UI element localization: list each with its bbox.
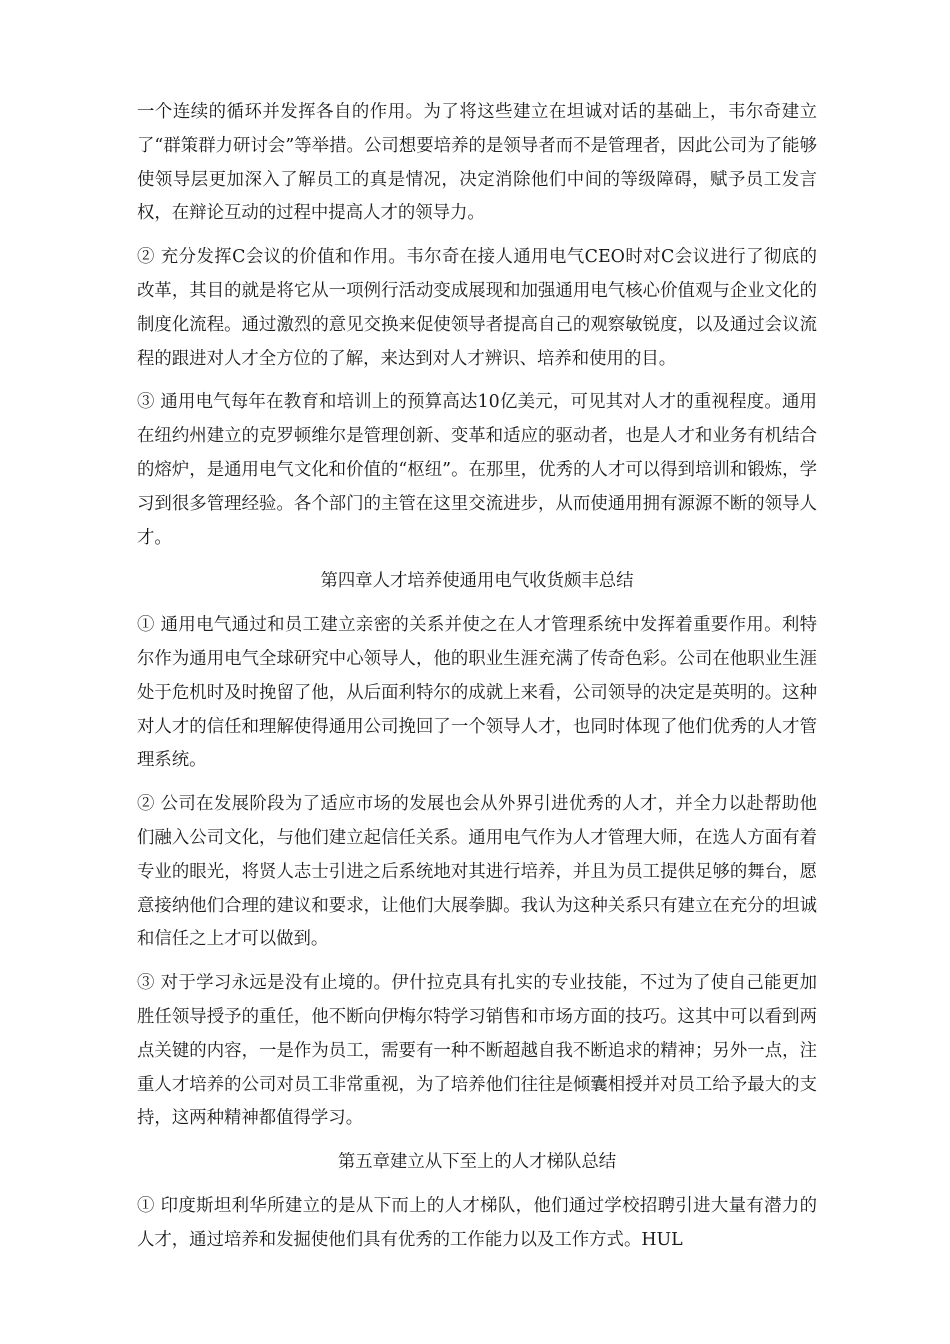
paragraph-ch4-item-3: ③ 对于学习永远是没有止境的。伊什拉克具有扎实的专业技能，不过为了使自己能更加胜任领导授予的重任，他不断向伊梅尔特学习销售和市场方面的技巧。这其中可以看到两点关键的内容，一是作为员工，需要有一种不断超越自我不断追求的精神；另外一点，注重人才培养的公司对员工非常重视，为了培养他们往往是倾囊相授并对员工给予最大的支持，这两种精神都值得学习。 — [137, 973, 817, 1129]
paragraph-ch4-item-2: ② 公司在发展阶段为了适应市场的发展也会从外界引进优秀的人才，并全力以赴帮助他们融入公司文化，与他们建立起信任关系。通用电气作为人才管理大师，在选人方面有着专业的眼光，将贤人志士引进之后系统地对其进行培养，并且为员工提供足够的舞台，愿意接纳他们合理的建议和要求，让他们大展拳脚。我认为这种关系只有建立在充分的坦诚和信任之上才可以做到。 — [137, 794, 817, 950]
paragraph-continuation: 一个连续的循环并发挥各自的作用。为了将这些建立在坦诚对话的基础上，韦尔奇建立了“群策群力研讨会”等举措。公司想要培养的是领导者而不是管理者，因此公司为了能够使领导层更加深入了解员工的真是情况，决定消除他们中间的等级障碍，赋予员工发言权，在辩论互动的过程中提高人才的领导力。 — [137, 102, 817, 224]
paragraph-item-3-training-budget: ③ 通用电气每年在教育和培训上的预算高达10亿美元，可见其对人才的重视程度。通用在纽约州建立的克罗顿维尔是管理创新、变革和适应的驱动者，也是人才和业务有机结合的熔炉，是通用电气文化和价值的“枢纽”。在那里，优秀的人才可以得到培训和锻炼，学习到很多管理经验。各个部门的主管在这里交流进步，从而使通用拥有源源不断的领导人才。 — [137, 392, 817, 548]
paragraph-ch5-item-1: ① 印度斯坦利华所建立的是从下而上的人才梯队，他们通过学校招聘引进大量有潜力的人才，通过培养和发掘使他们具有优秀的工作能力以及工作方式。HUL — [137, 1195, 817, 1250]
paragraph-item-2-c-meeting: ② 充分发挥C会议的价值和作用。韦尔奇在接人通用电气CEO时对C会议进行了彻底的改革，其目的就是将它从一项例行活动变成展现和加强通用电气核心价值观与企业文化的制度化流程。通过激烈的意见交换来促使领导者提高自己的观察敏锐度，以及通过会议流程的跟进对人才全方位的了解，来达到对人才辨识、培养和使用的目。 — [137, 247, 817, 369]
chapter-4-heading: 第四章人才培养使通用电气收货颇丰总结 — [320, 571, 634, 592]
paragraph-ch4-item-1: ① 通用电气通过和员工建立亲密的关系并使之在人才管理系统中发挥着重要作用。利特尔作为通用电气全球研究中心领导人，他的职业生涯充满了传奇色彩。公司在他职业生涯处于危机时及时挽留了他，从后面利特尔的成就上来看，公司领导的决定是英明的。这种对人才的信任和理解使得通用公司挽回了一个领导人才，也同时体现了他们优秀的人才管理系统。 — [137, 615, 817, 771]
document-page — [137, 96, 817, 1268]
chapter-5-heading: 第五章建立从下至上的人才梯队总结 — [337, 1152, 617, 1173]
